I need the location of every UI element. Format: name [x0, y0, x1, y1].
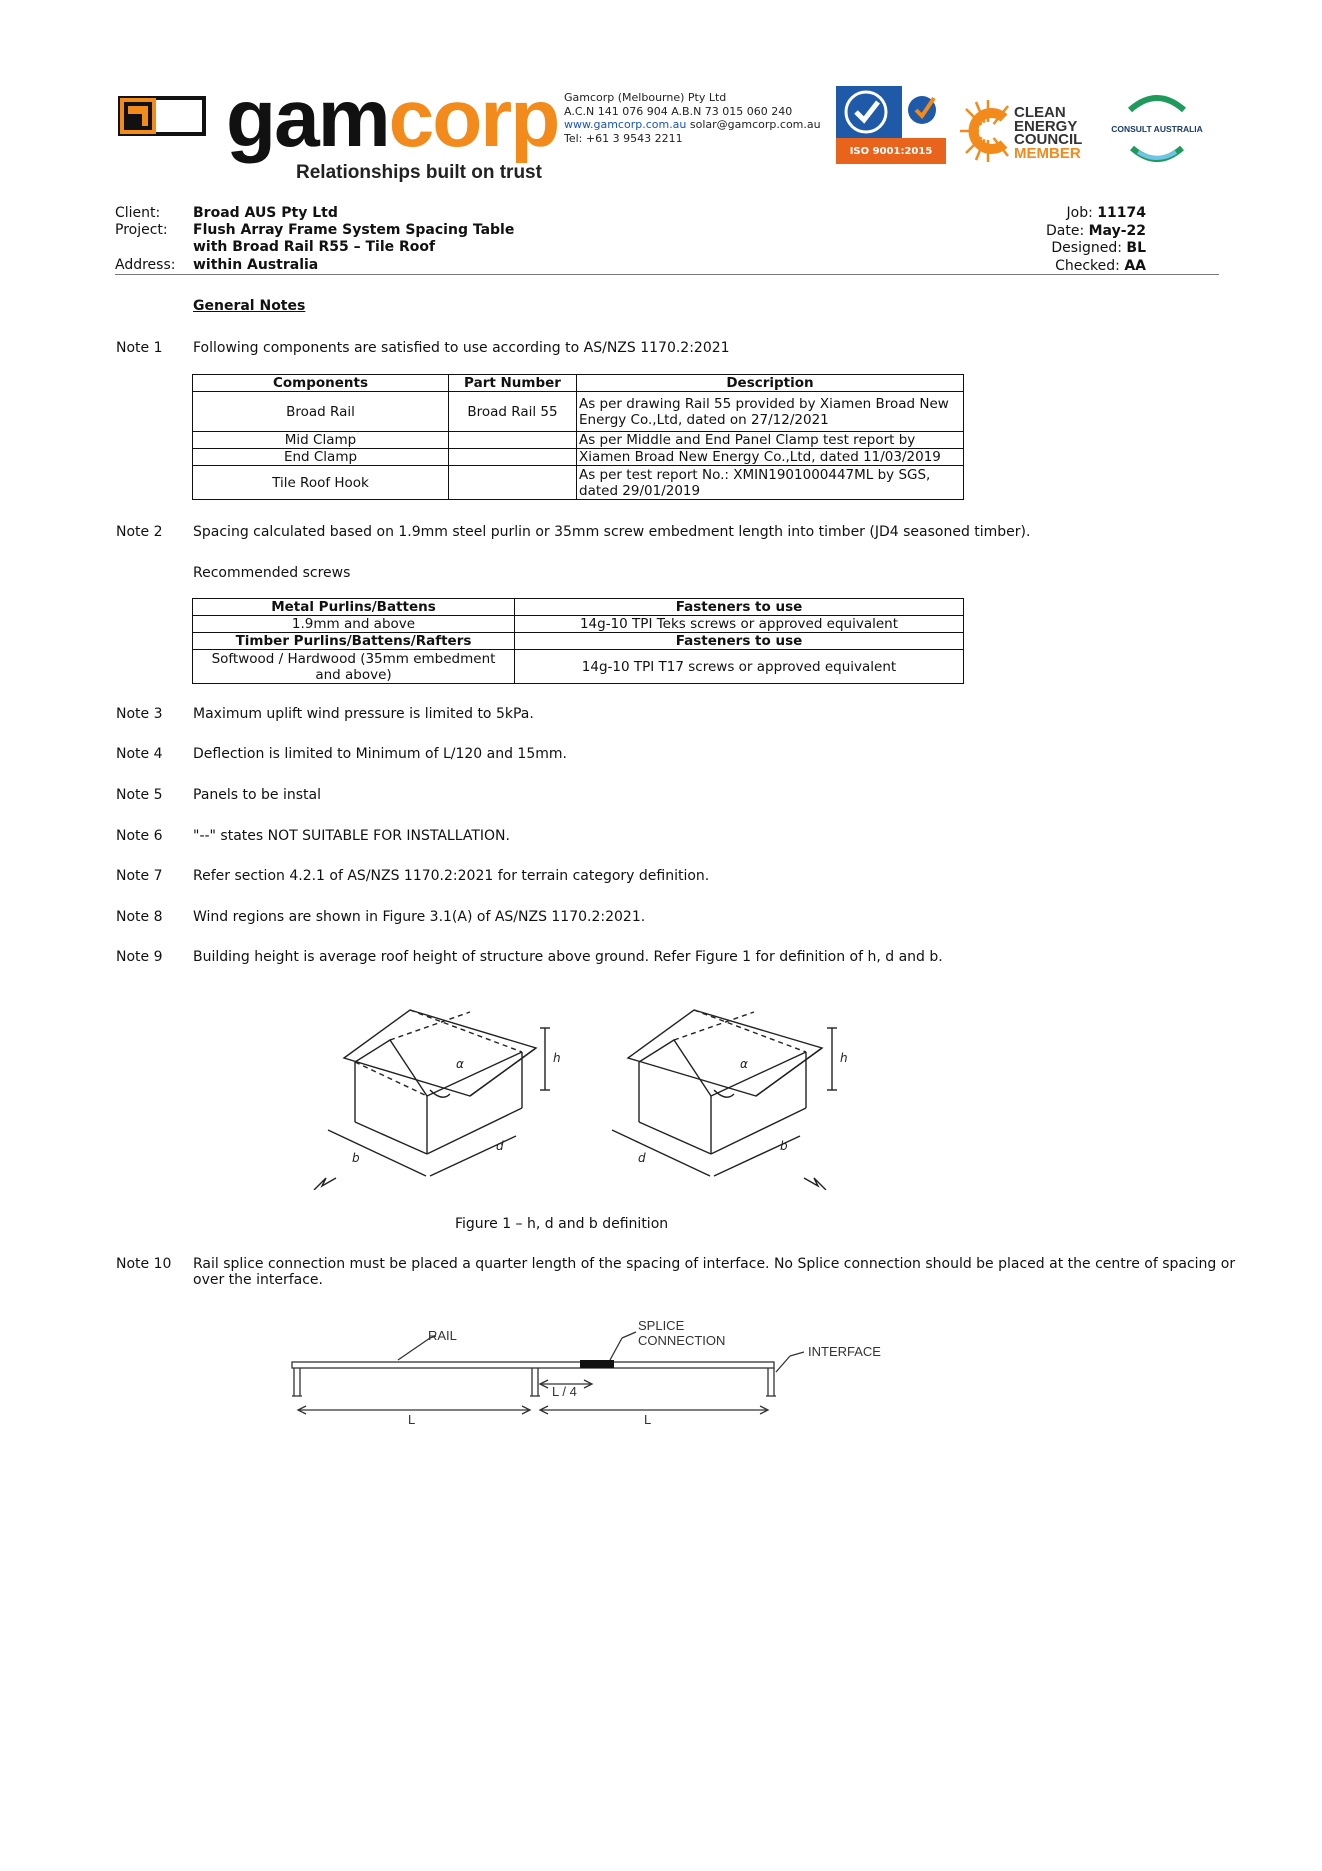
date-row: Date: May-22 — [1045, 222, 1146, 239]
rail-label: RAIL — [428, 1328, 457, 1343]
note-10-text: Rail splice connection must be placed a quarter length of the spacing of interface. No Splice connection should be placed at the centre of spacing or over the interface. — [193, 1256, 1236, 1288]
alpha-label-1: α — [456, 1057, 464, 1071]
description-cell: As per test report No.: XMIN1901000447ML by SGS, dated 29/01/2019 — [577, 466, 964, 500]
note-4-text: Deflection is limited to Minimum of L/120 and 15mm. — [193, 746, 567, 762]
job-row: Job: 11174 — [1066, 205, 1146, 221]
project-value-line-1: Flush Array Frame System Spacing Table — [193, 222, 515, 238]
building-dimensions-figure — [300, 990, 860, 1190]
header-divider — [115, 274, 1219, 275]
table-row — [193, 432, 964, 449]
part-number-header: Part Number — [449, 375, 577, 392]
client-label: Client: — [115, 205, 161, 221]
address-value: within Australia — [193, 257, 319, 273]
designed-row: Designed: BL — [1051, 240, 1146, 256]
checked-value: AA — [1124, 257, 1146, 274]
metal-purlins-header: Metal Purlins/Battens — [193, 599, 515, 616]
note-7-label: Note 7 — [116, 868, 163, 884]
span-label-2: L — [644, 1412, 652, 1426]
note-5-text: Panels to be instal — [193, 787, 321, 803]
tagline: Relationships built on trust — [296, 162, 542, 183]
note-6-label: Note 6 — [116, 828, 163, 844]
span-label-1: L — [408, 1412, 416, 1426]
cec-line-1: CLEAN — [1014, 104, 1066, 121]
metal-size-cell: 1.9mm and above — [193, 616, 515, 633]
clean-energy-sun-icon — [958, 96, 1018, 166]
component-cell: Mid Clamp — [193, 432, 449, 449]
table-row — [193, 466, 964, 500]
cec-line-4: MEMBER — [1014, 144, 1081, 162]
website-link[interactable]: www.gamcorp.com.au — [564, 118, 687, 131]
table-row — [193, 616, 964, 633]
iso-badge-text: ISO 9001:2015 — [849, 146, 933, 157]
note-2-text: Spacing calculated based on 1.9mm steel purlin or 35mm screw embedment length into timber (JD4 seasoned timber). — [193, 524, 1031, 540]
description-cell: As per drawing Rail 55 provided by Xiamen Broad New Energy Co.,Ltd, dated on 27/12/2021 — [577, 392, 964, 432]
splice-label-2: CONNECTION — [638, 1333, 726, 1348]
note-7-text: Refer section 4.2.1 of AS/NZS 1170.2:2021 for terrain category definition. — [193, 868, 710, 884]
component-cell: Broad Rail — [193, 392, 449, 432]
company-acn: A.C.N 141 076 904 A.B.N 73 015 060 240 — [564, 104, 793, 118]
note-9-text: Building height is average roof height of structure above ground. Refer Figure 1 for definition of h, d and b. — [193, 949, 943, 965]
b-label-1: b — [352, 1151, 360, 1165]
description-header: Description — [577, 375, 964, 392]
cec-line-3: COUNCIL — [1014, 131, 1083, 148]
checked-row: Checked: AA — [1055, 257, 1146, 274]
address-label: Address: — [115, 257, 176, 273]
note-9-label: Note 9 — [116, 949, 163, 965]
d-label-2: d — [638, 1151, 646, 1165]
job-meta — [1046, 205, 1146, 275]
height-label-2: h — [840, 1051, 848, 1065]
note-4-label: Note 4 — [116, 746, 163, 762]
company-name: Gamcorp (Melbourne) Pty Ltd — [564, 91, 727, 104]
timber-size-cell: Softwood / Hardwood (35mm embedment and above) — [193, 650, 515, 684]
components-header: Components — [193, 375, 449, 392]
note-10-label: Note 10 — [116, 1256, 172, 1272]
timber-purlins-header: Timber Purlins/Battens/Rafters — [193, 633, 515, 650]
part-number-cell — [449, 449, 577, 466]
timber-fasteners-header: Fasteners to use — [515, 633, 964, 650]
component-cell: Tile Roof Hook — [193, 466, 449, 500]
height-label-1: h — [553, 1051, 561, 1065]
figure-1-caption: Figure 1 – h, d and b definition — [455, 1216, 669, 1232]
table-row — [193, 392, 964, 432]
note-3-text: Maximum uplift wind pressure is limited to 5kPa. — [193, 706, 534, 722]
component-cell: End Clamp — [193, 449, 449, 466]
project-label: Project: — [115, 222, 168, 238]
quarter-length-label: L / 4 — [552, 1384, 577, 1399]
note-2-label: Note 2 — [116, 524, 163, 540]
note-3-label: Note 3 — [116, 706, 163, 722]
client-value: Broad AUS Pty Ltd — [193, 205, 338, 221]
b-label-2: b — [780, 1139, 788, 1153]
note-1-label: Note 1 — [116, 340, 163, 356]
metal-fasteners-header: Fasteners to use — [515, 599, 964, 616]
clean-energy-council-badge — [958, 96, 1088, 166]
cec-line-2: ENERGY — [1014, 117, 1078, 135]
screws-table — [192, 598, 964, 684]
gamcorp-wordmark: gamcorp — [226, 73, 559, 164]
gamcorp-logo-icon — [118, 96, 206, 136]
company-phone: Tel: +61 3 9543 2211 — [564, 131, 683, 145]
d-label-1: d — [496, 1139, 504, 1153]
note-8-label: Note 8 — [116, 909, 163, 925]
designed-value: BL — [1126, 240, 1146, 256]
metal-fastener-cell: 14g-10 TPI Teks screws or approved equivalent — [515, 616, 964, 633]
consult-australia-badge — [1108, 92, 1206, 170]
note-6-text: "--" states NOT SUITABLE FOR INSTALLATION. — [193, 828, 510, 844]
general-notes-heading: General Notes — [193, 298, 306, 314]
alpha-label-2: α — [740, 1057, 748, 1071]
description-cell: As per Middle and End Panel Clamp test report by — [577, 432, 964, 449]
timber-fastener-cell: 14g-10 TPI T17 screws or approved equivalent — [515, 650, 964, 684]
note-1-text: Following components are satisfied to use according to AS/NZS 1170.2:2021 — [193, 340, 730, 356]
note-8-text: Wind regions are shown in Figure 3.1(A) of AS/NZS 1170.2:2021. — [193, 909, 646, 925]
splice-label-1: SPLICE — [638, 1318, 685, 1333]
rail-splice-diagram — [280, 1316, 920, 1426]
job-value: 11174 — [1097, 205, 1146, 221]
table-row — [193, 650, 964, 684]
part-number-cell — [449, 432, 577, 449]
interface-label: INTERFACE — [808, 1344, 881, 1359]
project-value-line-2: with Broad Rail R55 – Tile Roof — [193, 239, 436, 255]
note-5-label: Note 5 — [116, 787, 163, 803]
consult-australia-text: CONSULT AUSTRALIA — [1111, 124, 1203, 134]
components-table — [192, 374, 964, 500]
iso-certification-badge-icon — [836, 86, 946, 164]
company-details — [564, 91, 821, 145]
email-link[interactable]: solar@gamcorp.com.au — [689, 118, 821, 131]
part-number-cell: Broad Rail 55 — [449, 392, 577, 432]
description-cell: Xiamen Broad New Energy Co.,Ltd, dated 11/03/2019 — [577, 449, 964, 466]
table-row — [193, 449, 964, 466]
date-value: May-22 — [1088, 222, 1146, 239]
recommended-screws-label: Recommended screws — [193, 565, 351, 581]
part-number-cell — [449, 466, 577, 500]
